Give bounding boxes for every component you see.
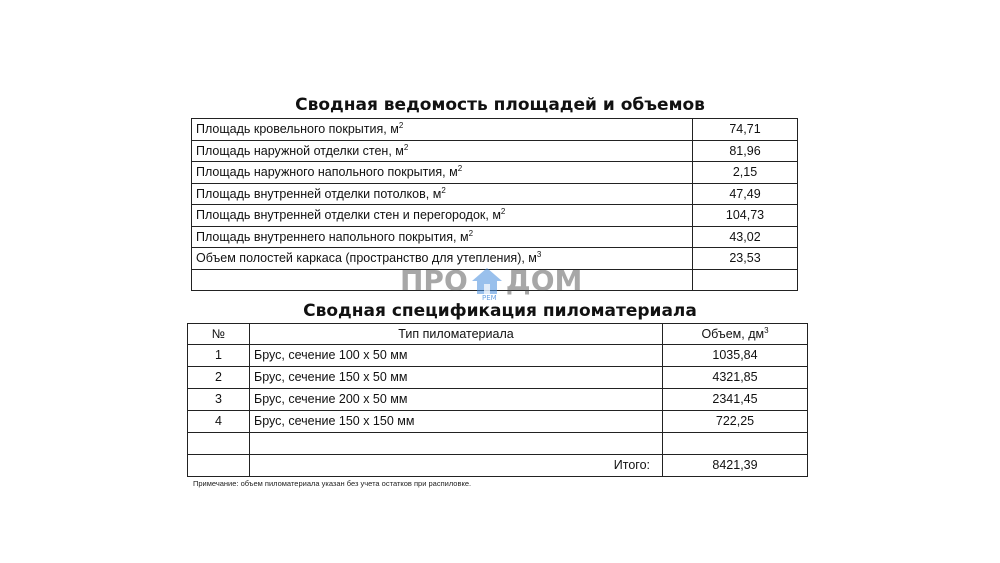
area-value: 2,15: [693, 162, 798, 184]
spec-type: Брус, сечение 100 х 50 мм: [250, 345, 663, 367]
empty-cell: [693, 269, 798, 291]
area-label: Площадь внутренней отделки стен и перегородок, $м^2$: [192, 205, 693, 227]
spec-header-row: [188, 324, 808, 345]
empty-cell: [188, 455, 250, 477]
area-label: Площадь наружной отделки стен, $м^2$: [192, 140, 693, 162]
watermark-right: ДОМ: [505, 264, 583, 297]
spec-row: [188, 345, 808, 367]
areas-row: [192, 119, 798, 141]
spec-type: Брус, сечение 150 х 150 мм: [250, 411, 663, 433]
spec-num: 1: [188, 345, 250, 367]
area-value: 74,71: [693, 119, 798, 141]
spec-table-title: Сводная спецификация пиломатериала: [303, 301, 697, 321]
header-type: Тип пиломатериала: [250, 324, 663, 345]
spec-row: [188, 367, 808, 389]
areas-row: [192, 226, 798, 248]
footnote: Примечание: объем пиломатериала указан без учета остатков при распиловке.: [193, 479, 472, 488]
total-label: Итого:: [250, 455, 663, 477]
area-value: 23,53: [693, 248, 798, 270]
spec-empty-row: [188, 433, 808, 455]
watermark-logo: [400, 264, 583, 302]
header-num: №: [188, 324, 250, 345]
spec-volume: 1035,84: [663, 345, 808, 367]
watermark-sub: РЕМ: [482, 294, 497, 302]
area-value: 81,96: [693, 140, 798, 162]
area-label: Площадь кровельного покрытия, $м^2$: [192, 119, 693, 141]
spec-row: [188, 411, 808, 433]
spec-table: [187, 323, 808, 477]
total-value: 8421,39: [663, 455, 808, 477]
spec-num: 2: [188, 367, 250, 389]
empty-cell: [250, 433, 663, 455]
spec-volume: 722,25: [663, 411, 808, 433]
spec-type: Брус, сечение 200 х 50 мм: [250, 389, 663, 411]
area-label: Объем полостей каркаса (пространство для утепления), $м^3$: [192, 248, 693, 270]
areas-row: [192, 205, 798, 227]
house-icon: [470, 266, 504, 296]
areas-row: [192, 162, 798, 184]
area-value: 47,49: [693, 183, 798, 205]
spec-total-row: [188, 455, 808, 477]
spec-num: 3: [188, 389, 250, 411]
empty-cell: [663, 433, 808, 455]
spec-volume: 4321,85: [663, 367, 808, 389]
areas-row: [192, 140, 798, 162]
watermark-left: ПРО: [400, 264, 468, 297]
area-label: Площадь внутреннего напольного покрытия, $м^2$: [192, 226, 693, 248]
areas-table-title: Сводная ведомость площадей и объемов: [295, 95, 705, 115]
areas-row: [192, 183, 798, 205]
area-value: 43,02: [693, 226, 798, 248]
spec-type: Брус, сечение 150 х 50 мм: [250, 367, 663, 389]
spec-volume: 2341,45: [663, 389, 808, 411]
empty-cell: [188, 433, 250, 455]
spec-num: 4: [188, 411, 250, 433]
header-volume: Объем, $дм^3$: [663, 324, 808, 345]
area-label: Площадь внутренней отделки потолков, $м^2$: [192, 183, 693, 205]
area-label: Площадь наружного напольного покрытия, $м^2$: [192, 162, 693, 184]
spec-row: [188, 389, 808, 411]
area-value: 104,73: [693, 205, 798, 227]
